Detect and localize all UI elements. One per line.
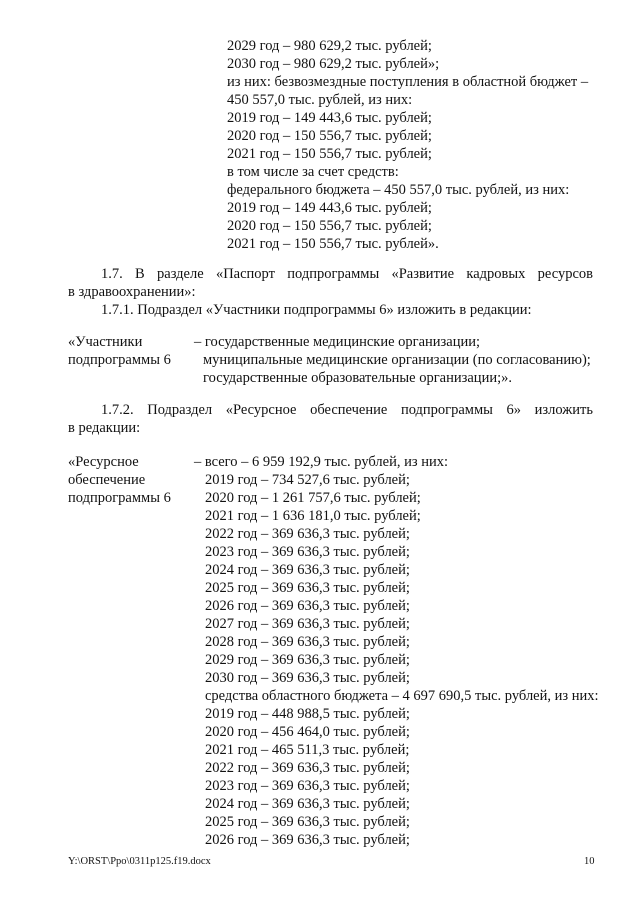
text-line: 2021 год – 150 556,7 тыс. рублей».: [227, 236, 439, 252]
paragraph-1-7-2-line1: 1.7.2. Подраздел «Ресурсное обеспечение подпрограммы 6» изложить: [101, 402, 593, 418]
participants-line: – государственные медицинские организации;: [194, 334, 481, 350]
resources-line: 2019 год – 734 527,6 тыс. рублей;: [205, 472, 410, 488]
resources-line: 2022 год – 369 636,3 тыс. рублей;: [205, 526, 410, 542]
resources-line: 2024 год – 369 636,3 тыс. рублей;: [205, 562, 410, 578]
resources-line: 2021 год – 465 511,3 тыс. рублей;: [205, 742, 410, 758]
resources-line: 2021 год – 1 636 181,0 тыс. рублей;: [205, 508, 421, 524]
text-line: 2020 год – 150 556,7 тыс. рублей;: [227, 128, 432, 144]
text-line: 2030 год – 980 629,2 тыс. рублей»;: [227, 56, 440, 72]
participants-line: муниципальные медицинские организации (по согласованию);: [203, 352, 591, 368]
resources-line: 2020 год – 456 464,0 тыс. рублей;: [205, 724, 410, 740]
text-line: 2021 год – 150 556,7 тыс. рублей;: [227, 146, 432, 162]
resources-line: 2022 год – 369 636,3 тыс. рублей;: [205, 760, 410, 776]
paragraph-1-7-line1: 1.7. В разделе «Паспорт подпрограммы «Развитие кадровых ресурсов: [101, 266, 593, 282]
text-line: в том числе за счет средств:: [227, 164, 399, 180]
resources-line: 2025 год – 369 636,3 тыс. рублей;: [205, 814, 410, 830]
text-line: 2029 год – 980 629,2 тыс. рублей;: [227, 38, 432, 54]
text-line: федерального бюджета – 450 557,0 тыс. рублей, из них:: [227, 182, 570, 198]
text-line: 2019 год – 149 443,6 тыс. рублей;: [227, 200, 432, 216]
resources-line: – всего – 6 959 192,9 тыс. рублей, из них:: [194, 454, 449, 470]
footer-file-path: Y:\ORST\Ppo\0311p125.f19.docx: [68, 856, 211, 867]
resources-line: 2028 год – 369 636,3 тыс. рублей;: [205, 634, 410, 650]
paragraph-1-7-2-line2: в редакции:: [68, 420, 141, 436]
resources-line: 2023 год – 369 636,3 тыс. рублей;: [205, 544, 410, 560]
resources-line: 2030 год – 369 636,3 тыс. рублей;: [205, 670, 410, 686]
resources-line: 2019 год – 448 988,5 тыс. рублей;: [205, 706, 410, 722]
resources-line: 2029 год – 369 636,3 тыс. рублей;: [205, 652, 410, 668]
resources-label: «Ресурсное: [68, 454, 139, 470]
text-line: 2020 год – 150 556,7 тыс. рублей;: [227, 218, 432, 234]
text-line: 450 557,0 тыс. рублей, из них:: [227, 92, 413, 108]
resources-line: 2023 год – 369 636,3 тыс. рублей;: [205, 778, 410, 794]
participants-label: «Участники: [68, 334, 143, 350]
participants-label: подпрограммы 6: [68, 352, 171, 368]
text-line: 2019 год – 149 443,6 тыс. рублей;: [227, 110, 432, 126]
paragraph-1-7-line2: в здравоохранении»:: [68, 284, 196, 300]
participants-line: государственные образовательные организации;».: [203, 370, 512, 386]
resources-label: подпрограммы 6: [68, 490, 171, 506]
resources-line: 2020 год – 1 261 757,6 тыс. рублей;: [205, 490, 421, 506]
resources-line: 2026 год – 369 636,3 тыс. рублей;: [205, 598, 410, 614]
resources-line: 2025 год – 369 636,3 тыс. рублей;: [205, 580, 410, 596]
resources-line: 2024 год – 369 636,3 тыс. рублей;: [205, 796, 410, 812]
resources-line: 2027 год – 369 636,3 тыс. рублей;: [205, 616, 410, 632]
page-number: 10: [584, 856, 595, 867]
resources-line: 2026 год – 369 636,3 тыс. рублей;: [205, 832, 410, 848]
paragraph-1-7-1: 1.7.1. Подраздел «Участники подпрограммы 6» изложить в редакции:: [101, 302, 532, 318]
resources-label: обеспечение: [68, 472, 146, 488]
resources-line: средства областного бюджета – 4 697 690,5 тыс. рублей, из них:: [205, 688, 599, 704]
text-line: из них: безвозмездные поступления в областной бюджет –: [227, 74, 589, 90]
